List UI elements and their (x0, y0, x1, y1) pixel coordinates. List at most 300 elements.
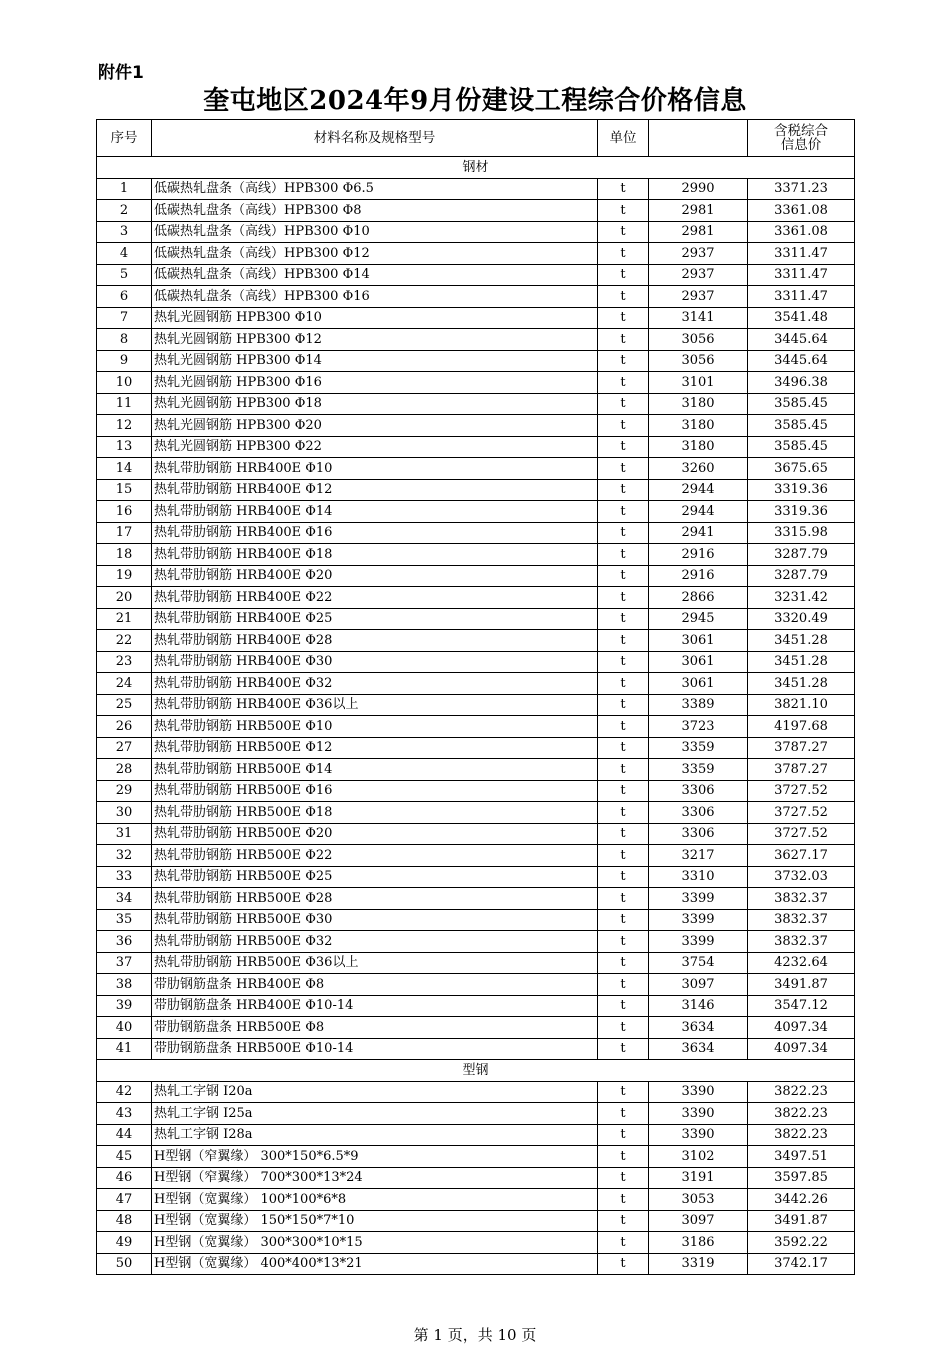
tax-price-cell: 3451.28 (748, 630, 855, 652)
material-name: 热轧光圆钢筋 HPB300 Φ16 (152, 372, 598, 394)
tax-price-cell: 3496.38 (748, 372, 855, 394)
price-cell: 3389 (649, 694, 748, 716)
price-cell: 3390 (649, 1081, 748, 1103)
table-row (97, 1038, 855, 1060)
table-row (97, 415, 855, 437)
header-tax-price: 含税综合 信息价 (748, 120, 855, 157)
price-cell: 2916 (649, 565, 748, 587)
tax-price-cell: 3319.36 (748, 501, 855, 523)
tax-price-cell: 3727.52 (748, 823, 855, 845)
table-row (97, 286, 855, 308)
row-number: 23 (97, 651, 152, 673)
unit-cell: t (598, 759, 649, 781)
unit-cell: t (598, 1210, 649, 1232)
price-cell: 3399 (649, 931, 748, 953)
unit-cell: t (598, 845, 649, 867)
table-row (97, 1167, 855, 1189)
price-cell: 3754 (649, 952, 748, 974)
price-cell: 3180 (649, 393, 748, 415)
material-name: 热轧带肋钢筋 HRB500E Φ22 (152, 845, 598, 867)
unit-cell: t (598, 1146, 649, 1168)
price-cell: 2916 (649, 544, 748, 566)
row-number: 14 (97, 458, 152, 480)
price-cell: 3101 (649, 372, 748, 394)
unit-cell: t (598, 329, 649, 351)
table-row (97, 651, 855, 673)
table-row (97, 931, 855, 953)
price-cell: 3102 (649, 1146, 748, 1168)
page-footer: 第 1 页，共 10 页 (413, 1326, 537, 1344)
unit-cell: t (598, 1189, 649, 1211)
row-number: 35 (97, 909, 152, 931)
row-number: 39 (97, 995, 152, 1017)
row-number: 25 (97, 694, 152, 716)
table-row (97, 1210, 855, 1232)
row-number: 16 (97, 501, 152, 523)
row-number: 18 (97, 544, 152, 566)
tax-price-cell: 3491.87 (748, 1210, 855, 1232)
table-row (97, 565, 855, 587)
price-cell: 3306 (649, 802, 748, 824)
unit-cell: t (598, 200, 649, 222)
category-label: 钢材 (97, 157, 855, 179)
row-number: 50 (97, 1253, 152, 1275)
unit-cell: t (598, 1167, 649, 1189)
unit-cell: t (598, 565, 649, 587)
material-name: 热轧带肋钢筋 HRB400E Φ25 (152, 608, 598, 630)
unit-cell: t (598, 415, 649, 437)
price-cell: 2937 (649, 264, 748, 286)
material-name: 热轧带肋钢筋 HRB400E Φ18 (152, 544, 598, 566)
unit-cell: t (598, 1232, 649, 1254)
unit-cell: t (598, 694, 649, 716)
tax-price-cell: 3732.03 (748, 866, 855, 888)
tax-price-cell: 3592.22 (748, 1232, 855, 1254)
tax-price-cell: 3822.23 (748, 1103, 855, 1125)
tax-price-cell: 3547.12 (748, 995, 855, 1017)
row-number: 28 (97, 759, 152, 781)
unit-cell: t (598, 888, 649, 910)
material-name: 热轧带肋钢筋 HRB500E Φ28 (152, 888, 598, 910)
header-price (649, 120, 748, 157)
tax-price-cell: 3451.28 (748, 673, 855, 695)
unit-cell: t (598, 780, 649, 802)
price-cell: 2944 (649, 501, 748, 523)
header-no: 序号 (97, 120, 152, 157)
material-name: 热轧带肋钢筋 HRB400E Φ30 (152, 651, 598, 673)
table-row (97, 587, 855, 609)
tax-price-cell: 4232.64 (748, 952, 855, 974)
material-name: 低碳热轧盘条（高线）HPB300 Φ10 (152, 221, 598, 243)
material-name: 热轧工字钢 I28a (152, 1124, 598, 1146)
material-name: 热轧光圆钢筋 HPB300 Φ14 (152, 350, 598, 372)
material-name: 热轧带肋钢筋 HRB500E Φ12 (152, 737, 598, 759)
price-cell: 2866 (649, 587, 748, 609)
tax-price-cell: 3541.48 (748, 307, 855, 329)
price-cell: 3056 (649, 329, 748, 351)
table-row (97, 1189, 855, 1211)
tax-price-cell: 3361.08 (748, 200, 855, 222)
unit-cell: t (598, 651, 649, 673)
material-name: 带肋钢筋盘条 HRB500E Φ8 (152, 1017, 598, 1039)
price-cell: 3180 (649, 436, 748, 458)
tax-price-cell: 3491.87 (748, 974, 855, 996)
table-row (97, 329, 855, 351)
row-number: 20 (97, 587, 152, 609)
material-name: 低碳热轧盘条（高线）HPB300 Φ8 (152, 200, 598, 222)
row-number: 24 (97, 673, 152, 695)
tax-price-cell: 3627.17 (748, 845, 855, 867)
material-name: H型钢（宽翼缘） 100*100*6*8 (152, 1189, 598, 1211)
unit-cell: t (598, 1253, 649, 1275)
row-number: 17 (97, 522, 152, 544)
unit-cell: t (598, 221, 649, 243)
material-name: 热轧光圆钢筋 HPB300 Φ20 (152, 415, 598, 437)
unit-cell: t (598, 1103, 649, 1125)
row-number: 6 (97, 286, 152, 308)
tax-price-cell: 3497.51 (748, 1146, 855, 1168)
material-name: 热轧带肋钢筋 HRB400E Φ14 (152, 501, 598, 523)
unit-cell: t (598, 1081, 649, 1103)
price-cell: 3180 (649, 415, 748, 437)
unit-cell: t (598, 1017, 649, 1039)
material-name: 热轧带肋钢筋 HRB400E Φ36以上 (152, 694, 598, 716)
tax-price-cell: 3727.52 (748, 780, 855, 802)
unit-cell: t (598, 544, 649, 566)
price-cell: 3306 (649, 823, 748, 845)
tax-price-cell: 3822.23 (748, 1081, 855, 1103)
material-name: 带肋钢筋盘条 HRB400E Φ10-14 (152, 995, 598, 1017)
material-name: 热轧带肋钢筋 HRB500E Φ32 (152, 931, 598, 953)
tax-price-cell: 3287.79 (748, 565, 855, 587)
material-name: H型钢（宽翼缘） 400*400*13*21 (152, 1253, 598, 1275)
row-number: 36 (97, 931, 152, 953)
material-name: 热轧光圆钢筋 HPB300 Φ22 (152, 436, 598, 458)
table-row (97, 1124, 855, 1146)
table-row (97, 952, 855, 974)
price-cell: 2981 (649, 221, 748, 243)
tax-price-cell: 3787.27 (748, 759, 855, 781)
table-row (97, 1017, 855, 1039)
tax-price-cell: 3585.45 (748, 393, 855, 415)
unit-cell: t (598, 307, 649, 329)
row-number: 42 (97, 1081, 152, 1103)
row-number: 19 (97, 565, 152, 587)
price-cell: 3306 (649, 780, 748, 802)
row-number: 31 (97, 823, 152, 845)
tax-price-cell: 3585.45 (748, 415, 855, 437)
row-number: 29 (97, 780, 152, 802)
price-cell: 3191 (649, 1167, 748, 1189)
price-cell: 3186 (649, 1232, 748, 1254)
price-cell: 3061 (649, 651, 748, 673)
unit-cell: t (598, 716, 649, 738)
price-cell: 3399 (649, 909, 748, 931)
material-name: 低碳热轧盘条（高线）HPB300 Φ6.5 (152, 178, 598, 200)
price-cell: 3390 (649, 1124, 748, 1146)
unit-cell: t (598, 608, 649, 630)
price-cell: 3634 (649, 1017, 748, 1039)
row-number: 41 (97, 1038, 152, 1060)
row-number: 13 (97, 436, 152, 458)
table-row (97, 802, 855, 824)
unit-cell: t (598, 587, 649, 609)
attachment-label: 附件1 (98, 63, 144, 83)
material-name: 低碳热轧盘条（高线）HPB300 Φ16 (152, 286, 598, 308)
price-cell: 3359 (649, 737, 748, 759)
material-name: 热轧带肋钢筋 HRB400E Φ20 (152, 565, 598, 587)
material-name: 热轧带肋钢筋 HRB500E Φ18 (152, 802, 598, 824)
row-number: 32 (97, 845, 152, 867)
table-row (97, 780, 855, 802)
tax-price-cell: 3320.49 (748, 608, 855, 630)
tax-price-cell: 3787.27 (748, 737, 855, 759)
unit-cell: t (598, 737, 649, 759)
table-row (97, 264, 855, 286)
material-name: 热轧带肋钢筋 HRB500E Φ20 (152, 823, 598, 845)
table-row (97, 1081, 855, 1103)
tax-price-cell: 3287.79 (748, 544, 855, 566)
row-number: 38 (97, 974, 152, 996)
material-name: H型钢（宽翼缘） 300*300*10*15 (152, 1232, 598, 1254)
unit-cell: t (598, 673, 649, 695)
price-cell: 3399 (649, 888, 748, 910)
material-name: 热轧带肋钢筋 HRB400E Φ28 (152, 630, 598, 652)
row-number: 46 (97, 1167, 152, 1189)
material-name: 热轧光圆钢筋 HPB300 Φ18 (152, 393, 598, 415)
row-number: 12 (97, 415, 152, 437)
page-title: 奎屯地区2024年9月份建设工程综合价格信息 (203, 86, 747, 116)
unit-cell: t (598, 372, 649, 394)
price-cell: 2990 (649, 178, 748, 200)
unit-cell: t (598, 952, 649, 974)
tax-price-cell: 3585.45 (748, 436, 855, 458)
table-row (97, 1103, 855, 1125)
material-name: H型钢（窄翼缘） 700*300*13*24 (152, 1167, 598, 1189)
price-cell: 3097 (649, 974, 748, 996)
table-row (97, 221, 855, 243)
tax-price-cell: 3832.37 (748, 931, 855, 953)
tax-price-cell: 3311.47 (748, 286, 855, 308)
material-name: 低碳热轧盘条（高线）HPB300 Φ14 (152, 264, 598, 286)
table-row (97, 608, 855, 630)
material-name: 热轧工字钢 I20a (152, 1081, 598, 1103)
row-number: 30 (97, 802, 152, 824)
table-row (97, 694, 855, 716)
material-name: 低碳热轧盘条（高线）HPB300 Φ12 (152, 243, 598, 265)
table-row (97, 479, 855, 501)
table-row (97, 1253, 855, 1275)
price-cell: 3310 (649, 866, 748, 888)
material-name: 热轧带肋钢筋 HRB400E Φ22 (152, 587, 598, 609)
unit-cell: t (598, 909, 649, 931)
unit-cell: t (598, 931, 649, 953)
unit-cell: t (598, 995, 649, 1017)
tax-price-cell: 3727.52 (748, 802, 855, 824)
row-number: 40 (97, 1017, 152, 1039)
unit-cell: t (598, 522, 649, 544)
row-number: 22 (97, 630, 152, 652)
tax-price-cell: 3822.23 (748, 1124, 855, 1146)
material-name: 热轧带肋钢筋 HRB500E Φ25 (152, 866, 598, 888)
price-cell: 3097 (649, 1210, 748, 1232)
table-row (97, 823, 855, 845)
unit-cell: t (598, 286, 649, 308)
row-number: 1 (97, 178, 152, 200)
tax-price-cell: 3371.23 (748, 178, 855, 200)
tax-price-cell: 3315.98 (748, 522, 855, 544)
unit-cell: t (598, 243, 649, 265)
table-row (97, 716, 855, 738)
row-number: 49 (97, 1232, 152, 1254)
unit-cell: t (598, 866, 649, 888)
table-row (97, 307, 855, 329)
price-cell: 3723 (649, 716, 748, 738)
tax-price-cell: 3361.08 (748, 221, 855, 243)
unit-cell: t (598, 501, 649, 523)
table-row (97, 995, 855, 1017)
price-cell: 3061 (649, 630, 748, 652)
header-name: 材料名称及规格型号 (152, 120, 598, 157)
material-name: H型钢（窄翼缘） 300*150*6.5*9 (152, 1146, 598, 1168)
row-number: 43 (97, 1103, 152, 1125)
table-row (97, 544, 855, 566)
unit-cell: t (598, 479, 649, 501)
price-cell: 3146 (649, 995, 748, 1017)
tax-price-cell: 3742.17 (748, 1253, 855, 1275)
material-name: 热轧光圆钢筋 HPB300 Φ12 (152, 329, 598, 351)
table-row (97, 630, 855, 652)
price-cell: 2981 (649, 200, 748, 222)
price-cell: 2941 (649, 522, 748, 544)
price-table (96, 119, 855, 1275)
category-row (97, 1060, 855, 1082)
material-name: H型钢（宽翼缘） 150*150*7*10 (152, 1210, 598, 1232)
tax-price-cell: 3319.36 (748, 479, 855, 501)
price-cell: 3217 (649, 845, 748, 867)
table-row (97, 974, 855, 996)
header-unit: 单位 (598, 120, 649, 157)
unit-cell: t (598, 630, 649, 652)
row-number: 2 (97, 200, 152, 222)
price-cell: 3260 (649, 458, 748, 480)
table-row (97, 522, 855, 544)
price-cell: 2937 (649, 243, 748, 265)
row-number: 5 (97, 264, 152, 286)
table-row (97, 393, 855, 415)
material-name: 热轧带肋钢筋 HRB400E Φ32 (152, 673, 598, 695)
unit-cell: t (598, 436, 649, 458)
price-cell: 2945 (649, 608, 748, 630)
table-row (97, 737, 855, 759)
unit-cell: t (598, 393, 649, 415)
row-number: 37 (97, 952, 152, 974)
price-cell: 3053 (649, 1189, 748, 1211)
price-cell: 3390 (649, 1103, 748, 1125)
material-name: 带肋钢筋盘条 HRB400E Φ8 (152, 974, 598, 996)
tax-price-cell: 3832.37 (748, 909, 855, 931)
tax-price-cell: 3451.28 (748, 651, 855, 673)
row-number: 34 (97, 888, 152, 910)
material-name: 热轧带肋钢筋 HRB500E Φ10 (152, 716, 598, 738)
price-cell: 3056 (649, 350, 748, 372)
row-number: 44 (97, 1124, 152, 1146)
table-row (97, 888, 855, 910)
table-row (97, 759, 855, 781)
row-number: 8 (97, 329, 152, 351)
material-name: 热轧带肋钢筋 HRB400E Φ10 (152, 458, 598, 480)
tax-price-cell: 3445.64 (748, 350, 855, 372)
unit-cell: t (598, 823, 649, 845)
tax-price-cell: 4097.34 (748, 1017, 855, 1039)
row-number: 15 (97, 479, 152, 501)
table-row (97, 909, 855, 931)
row-number: 4 (97, 243, 152, 265)
table-row (97, 372, 855, 394)
tax-price-cell: 3311.47 (748, 243, 855, 265)
table-header-row (97, 120, 855, 157)
table-row (97, 673, 855, 695)
table-row (97, 243, 855, 265)
tax-price-cell: 3231.42 (748, 587, 855, 609)
category-row (97, 157, 855, 179)
unit-cell: t (598, 1038, 649, 1060)
material-name: 带肋钢筋盘条 HRB500E Φ10-14 (152, 1038, 598, 1060)
tax-price-cell: 4197.68 (748, 716, 855, 738)
category-label: 型钢 (97, 1060, 855, 1082)
material-name: 热轧带肋钢筋 HRB400E Φ16 (152, 522, 598, 544)
table-row (97, 350, 855, 372)
table-body (97, 157, 855, 1275)
material-name: 热轧带肋钢筋 HRB500E Φ14 (152, 759, 598, 781)
tax-price-cell: 3445.64 (748, 329, 855, 351)
material-name: 热轧带肋钢筋 HRB500E Φ36以上 (152, 952, 598, 974)
table-row (97, 1232, 855, 1254)
price-cell: 2944 (649, 479, 748, 501)
unit-cell: t (598, 178, 649, 200)
tax-price-cell: 3597.85 (748, 1167, 855, 1189)
table-row (97, 845, 855, 867)
row-number: 27 (97, 737, 152, 759)
row-number: 45 (97, 1146, 152, 1168)
unit-cell: t (598, 458, 649, 480)
price-cell: 3359 (649, 759, 748, 781)
unit-cell: t (598, 802, 649, 824)
tax-price-cell: 3675.65 (748, 458, 855, 480)
tax-price-cell: 3832.37 (748, 888, 855, 910)
table-row (97, 866, 855, 888)
material-name: 热轧带肋钢筋 HRB400E Φ12 (152, 479, 598, 501)
price-cell: 3061 (649, 673, 748, 695)
price-cell: 3634 (649, 1038, 748, 1060)
price-cell: 2937 (649, 286, 748, 308)
unit-cell: t (598, 264, 649, 286)
row-number: 26 (97, 716, 152, 738)
table-row (97, 1146, 855, 1168)
table-row (97, 178, 855, 200)
material-name: 热轧光圆钢筋 HPB300 Φ10 (152, 307, 598, 329)
tax-price-cell: 3821.10 (748, 694, 855, 716)
tax-price-cell: 4097.34 (748, 1038, 855, 1060)
tax-price-cell: 3311.47 (748, 264, 855, 286)
table-row (97, 200, 855, 222)
unit-cell: t (598, 974, 649, 996)
row-number: 21 (97, 608, 152, 630)
row-number: 10 (97, 372, 152, 394)
unit-cell: t (598, 1124, 649, 1146)
table-row (97, 458, 855, 480)
row-number: 3 (97, 221, 152, 243)
